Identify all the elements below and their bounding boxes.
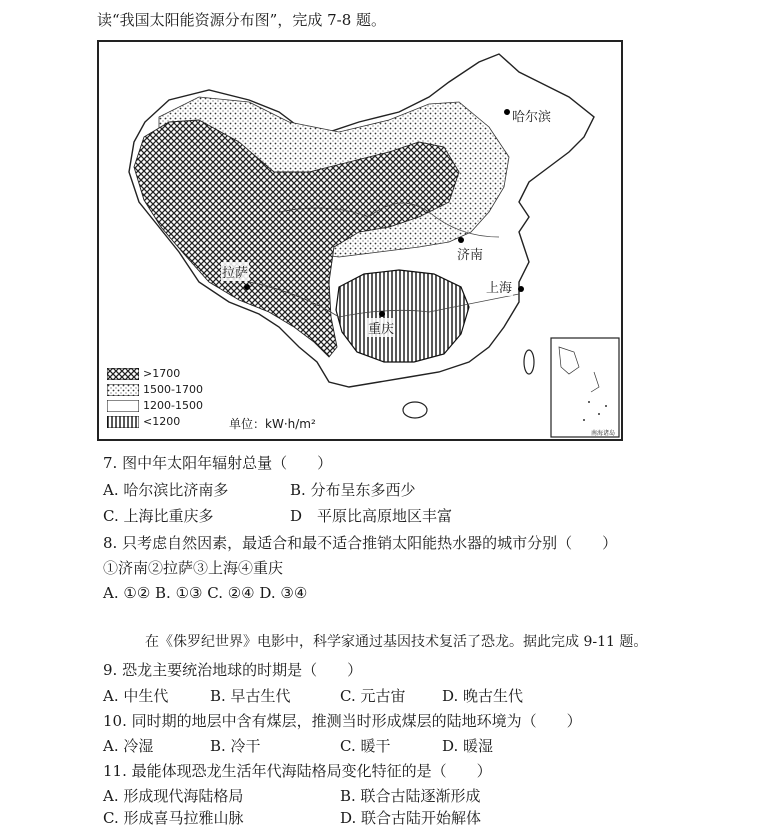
q7-stem: 7. 图中年太阳年辐射总量（ ） bbox=[103, 454, 333, 472]
legend-label: 1200-1500 bbox=[143, 399, 203, 412]
q11-stem: 11. 最能体现恐龙生活年代海陆格局变化特征的是（ ） bbox=[103, 762, 492, 780]
q8-stem: 8. 只考虑自然因素，最适合和最不适合推销太阳能热水器的城市分别（ ） bbox=[103, 534, 618, 552]
city-dot-lhasa bbox=[244, 284, 250, 290]
map-unit: 单位：kW·h/m² bbox=[229, 417, 316, 431]
q7-option-c[interactable]: C. 上海比重庆多 bbox=[103, 507, 214, 525]
city-dot-shanghai bbox=[518, 286, 524, 292]
q7-option-a[interactable]: A. 哈尔滨比济南多 bbox=[103, 481, 229, 499]
q10-option-b[interactable]: B. 冷干 bbox=[210, 737, 261, 755]
q7-option-b[interactable]: B. 分布呈东多西少 bbox=[290, 481, 416, 499]
city-label-chongqing: 重庆 bbox=[367, 318, 395, 337]
q9-stem: 9. 恐龙主要统治地球的时期是（ ） bbox=[103, 661, 363, 679]
city-dot-chongqing bbox=[379, 311, 385, 317]
zone-under-1200 bbox=[336, 270, 469, 362]
city-dot-jinan bbox=[458, 237, 464, 243]
legend-label: <1200 bbox=[143, 415, 181, 428]
taiwan-island bbox=[524, 350, 534, 374]
section2-intro: 在《侏罗纪世界》电影中，科学家通过基因技术复活了恐龙。据此完成 9-11 题。 bbox=[145, 634, 648, 650]
inset-label: 南海诸岛 bbox=[591, 430, 616, 437]
legend-swatch-blank bbox=[107, 400, 139, 412]
solar-map bbox=[97, 40, 623, 441]
city-label-harbin: 哈尔滨 bbox=[511, 106, 552, 125]
q11-option-b[interactable]: B. 联合古陆逐渐形成 bbox=[340, 787, 481, 805]
q9-option-c[interactable]: C. 元古宙 bbox=[340, 687, 406, 705]
q7-option-d[interactable]: D 平原比高原地区丰富 bbox=[290, 507, 453, 525]
city-label-shanghai: 上海 bbox=[485, 277, 513, 296]
q11-option-c[interactable]: C. 形成喜马拉雅山脉 bbox=[103, 809, 244, 827]
city-label-lhasa: 拉萨 bbox=[221, 262, 249, 281]
q11-option-a[interactable]: A. 形成现代海陆格局 bbox=[103, 787, 244, 805]
q9-option-d[interactable]: D. 晚古生代 bbox=[442, 687, 524, 705]
legend-label: >1700 bbox=[143, 367, 181, 380]
q9-option-b[interactable]: B. 早古生代 bbox=[210, 687, 291, 705]
hainan-island bbox=[403, 402, 427, 418]
city-dot-harbin bbox=[504, 109, 510, 115]
q9-option-a[interactable]: A. 中生代 bbox=[103, 687, 169, 705]
legend-swatch-crosshatch bbox=[107, 368, 139, 380]
q8-answers[interactable]: A. ①② B. ①③ C. ②④ D. ③④ bbox=[103, 584, 308, 602]
legend-swatch-dots bbox=[107, 384, 139, 396]
q10-option-d[interactable]: D. 暖湿 bbox=[442, 737, 494, 755]
q11-option-d[interactable]: D. 联合古陆开始解体 bbox=[340, 809, 482, 827]
map-legend bbox=[107, 368, 227, 438]
q10-stem: 10. 同时期的地层中含有煤层，推测当时形成煤层的陆地环境为（ ） bbox=[103, 712, 582, 730]
q10-option-a[interactable]: A. 冷湿 bbox=[103, 737, 154, 755]
city-label-jinan: 济南 bbox=[456, 244, 484, 263]
legend-swatch-vertical-lines bbox=[107, 416, 139, 428]
q8-options-list: ①济南②拉萨③上海④重庆 bbox=[103, 559, 284, 577]
section-intro: 读“我国太阳能资源分布图”，完成 7-8 题。 bbox=[97, 11, 387, 29]
legend-label: 1500-1700 bbox=[143, 383, 203, 396]
q10-option-c[interactable]: C. 暖干 bbox=[340, 737, 391, 755]
